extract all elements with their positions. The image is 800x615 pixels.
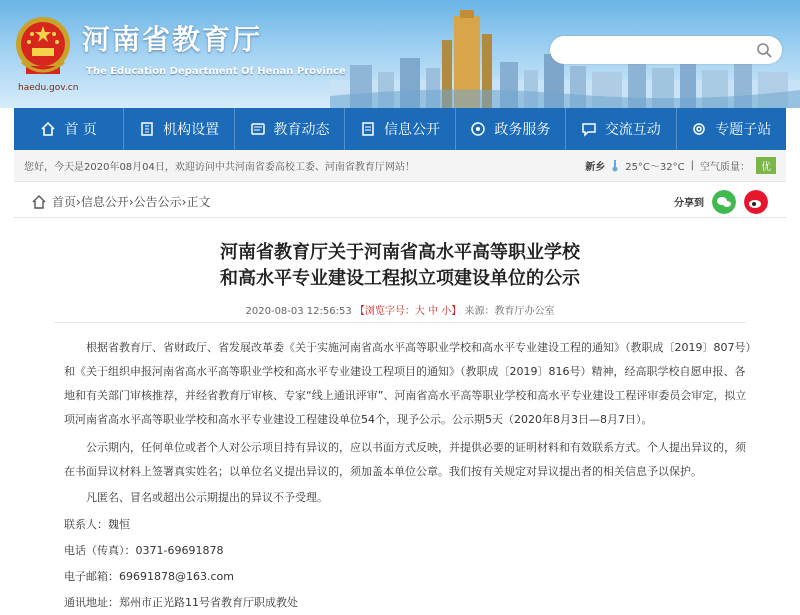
breadcrumb [32,193,674,210]
home-icon [40,121,56,137]
greeting-text: 您好，今天是2020年08月04日，欢迎访问中共河南省委高校工委、河南省教育厅网站！ [24,162,415,173]
info-icon [360,121,376,137]
divider [54,322,746,323]
gear-icon [691,121,707,137]
weather-city: 新乡 [585,162,606,173]
nav-item-news[interactable] [235,108,345,150]
font-size-control[interactable]: 【浏览字号：大 中 小】 [354,306,462,317]
service-icon [470,121,486,137]
nav-label: 交流互动 [604,122,661,138]
air-quality-badge: 优 [756,157,776,174]
breadcrumb-info-open[interactable]: 信息公开 [80,195,129,209]
share-label: 分享到 [674,198,704,209]
breadcrumb-notice[interactable]: 公告公示 [133,195,182,209]
nav-label: 信息公开 [383,122,440,138]
search-icon[interactable] [756,42,772,58]
search-input[interactable] [550,36,782,64]
breadcrumb-sep: › [128,194,134,209]
nav-label: 专题子站 [715,122,772,138]
article-meta [14,302,786,317]
nav-item-topics[interactable] [677,108,786,150]
nav-label: 政务服务 [494,122,551,138]
breadcrumb-bar [14,186,786,218]
contact-email: 电子邮箱：69691878@163.com [64,570,234,583]
weather-widget: 新乡 25°C～32°C | 空气质量： 优 [585,157,776,174]
nav-item-organization[interactable] [124,108,234,150]
share-widget [674,190,768,214]
article-paragraph-2: 公示期内，任何单位或者个人对公示项目持有异议的，应以书面方式反映，并提供必要的证明材料和有效联系方式。个人提出异议的，须在书面异议材料上签署真实姓名；以单位名义提出异议的，须加盖本单位公章。我们按有关规定对异议提出者的相关信息予以保护。 [64,441,746,478]
building-icon [139,121,155,137]
home-icon [32,195,46,209]
weibo-share-icon[interactable] [744,190,768,214]
breadcrumb-sep: › [76,194,81,209]
breadcrumb-current: 正文 [186,195,211,209]
nav-item-services[interactable] [456,108,566,150]
nav-label: 首 页 [64,122,97,138]
main-nav [14,108,786,150]
article-date: 2020-08-03 12:56:53 [245,306,352,317]
air-quality-label: 空气质量： [700,162,750,173]
chat-icon [581,121,597,137]
contact-phone: 电话（传真）：0371-69691878 [64,544,224,557]
weather-temperature: 25°C～32°C [625,162,685,173]
domain-text: haedu.gov.cn [18,83,79,93]
nav-item-interaction[interactable] [566,108,676,150]
article-paragraph-3: 凡匿名、冒名或超出公示期提出的异议不予受理。 [86,491,328,504]
site-title[interactable]: 河南省教育厅 [82,23,263,56]
breadcrumb-sep: › [181,194,187,209]
nav-item-home[interactable] [14,108,124,150]
info-bar [14,150,786,182]
news-icon [250,121,266,137]
site-subtitle: The Education Department Of Henan Province [86,66,346,77]
national-emblem-icon [12,14,74,80]
nav-label: 教育动态 [273,122,330,138]
wechat-share-icon[interactable] [712,190,736,214]
contact-person: 联系人：魏恒 [64,518,130,531]
article-title-line2: 和高水平专业建设工程拟立项建设单位的公示 [220,268,580,289]
contact-address: 通讯地址：郑州市正光路11号省教育厅职成教处 [64,596,298,609]
site-header [0,0,800,108]
nav-label: 机构设置 [163,122,220,138]
nav-item-info-open[interactable] [345,108,455,150]
thermometer-icon [611,160,619,172]
article-paragraph-1: 根据省教育厅、省财政厅、省发展改革委《关于实施河南省高水平高等职业学校和高水平专业建设工程的通知》（教职成〔2019〕807号）和《关于组织申报河南省高水平高等职业学校和高水平专业建设工程项目的通知》（教职成〔2019〕816号）精神，经高职学校自愿申报、各地和有关部门审核推荐，并经省教育厅审核、专家“线上通讯评审”、河南省高水平高等职业学校和高水平专业建设工程评审委员会审定，拟立项河南省高水平高等职业学校和高水平专业建设工程建设单位54个，现予公示。公示期5天（2020年8月3日—8月7日）。 [64,341,751,426]
breadcrumb-home[interactable]: 首页 [52,195,77,209]
article-title-line1: 河南省教育厅关于河南省高水平高等职业学校 [220,242,580,263]
article-source: 来源：教育厅办公室 [464,306,555,317]
article [14,218,786,615]
